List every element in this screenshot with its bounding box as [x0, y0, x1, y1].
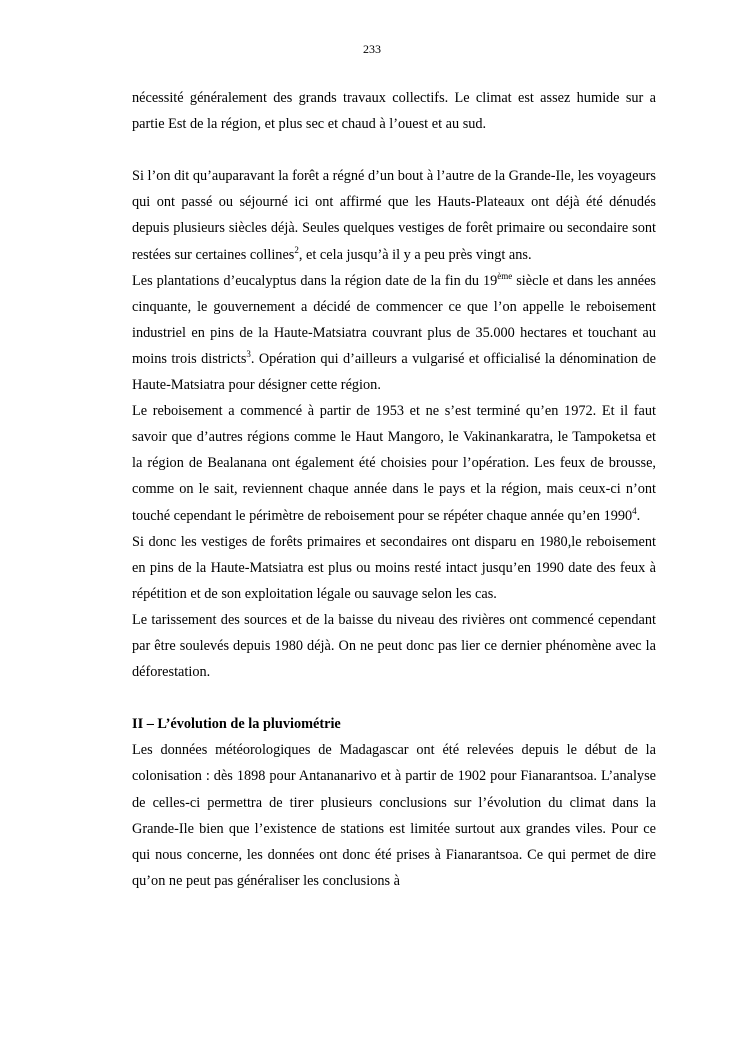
text-run: .: [636, 507, 641, 524]
paragraph: [132, 398, 656, 528]
paragraph: Si donc les vestiges de forêts primaires et secondaires ont disparu en 1980,le reboisement en pins de la Haute-Matsiatra est plus ou moins resté intact jusqu’en 1990 date des feux à répétition et de son exploitation légale ou sauvage selon les cas.: [132, 533, 656, 602]
text-run: Le reboisement a commencé à partir de 1953 et ne s’est terminé qu’en 1972. Et il faut savoir que d’autres régions comme le Haut Mangoro, le Vakinankaratra, le Tampoketsa et la région de Bealanana ont également été choisies pour l’opération. Les feux de brousse, comme on le sait, reviennent chaque année dans le pays et la région, mais ceux-ci n’ont touché cependant le périmètre de reboisement pour se répéter chaque année qu’en 1990: [132, 403, 656, 524]
paragraph-gap: [132, 685, 656, 711]
paragraph-gap: [132, 137, 656, 163]
paragraph: Les données météorologiques de Madagascar ont été relevées depuis le début de la colonisation : dès 1898 pour Antananarivo et à partir de 1902 pour Fianarantsoa. L’analyse de celles-ci permettra de tirer plusieurs conclusions sur l’évolution du climat dans la Grande-Ile bien que l’existence de stations est limitée surtout aux grandes viles. Pour ce qui nous concerne, les données ont donc été prises à Fianarantsoa. Ce qui permet de dire qu’on ne peut pas généraliser les conclusions à: [132, 742, 656, 889]
superscript-ordinal: ème: [497, 270, 513, 281]
paragraph: [132, 163, 656, 267]
section-heading: II – L’évolution de la pluviométrie: [132, 716, 341, 733]
text-run: Si l’on dit qu’auparavant la forêt a régné d’un bout à l’autre de la Grande-Ile, les voyageurs qui ont passé ou séjourné ici ont affirmé que les Hauts-Plateaux ont déjà été dénudés depuis plusieurs siècles déjà. Seules quelques vestiges de forêt primaire ou secondaire sont restées sur certaines collines: [132, 168, 656, 263]
paragraph: Le tarissement des sources et de la baisse du niveau des rivières ont commencé cependant par être soulevés depuis 1980 déjà. On ne peut donc pas lier ce dernier phénomène avec la déforestation.: [132, 611, 656, 681]
paragraph: [132, 268, 656, 398]
page-body: [132, 85, 656, 894]
footnote-ref-3: 3: [246, 348, 251, 359]
text-run: . Opération qui d’ailleurs a vulgarisé et officialisé la dénomination de Haute-Matsiatra pour désigner cette région.: [132, 350, 656, 394]
footnote-ref-2: 2: [294, 244, 299, 255]
text-run: siècle et dans les années cinquante, le gouvernement a décidé de commencer ce que l’on appelle le reboisement industriel en pins de la Haute-Matsiatra couvrant plus de 35.000 hectares et touchant au moins trois districts: [132, 272, 656, 367]
paragraph: nécessité généralement des grands travaux collectifs. Le climat est assez humide sur a partie Est de la région, et plus sec et chaud à l’ouest et au sud.: [132, 90, 656, 133]
page-number: 233: [363, 42, 381, 56]
text-run: Les plantations d’eucalyptus dans la région date de la fin du 19: [132, 272, 498, 289]
footnote-ref-4: 4: [632, 505, 637, 516]
text-run: , et cela jusqu’à il y a peu près vingt ans.: [298, 246, 532, 263]
